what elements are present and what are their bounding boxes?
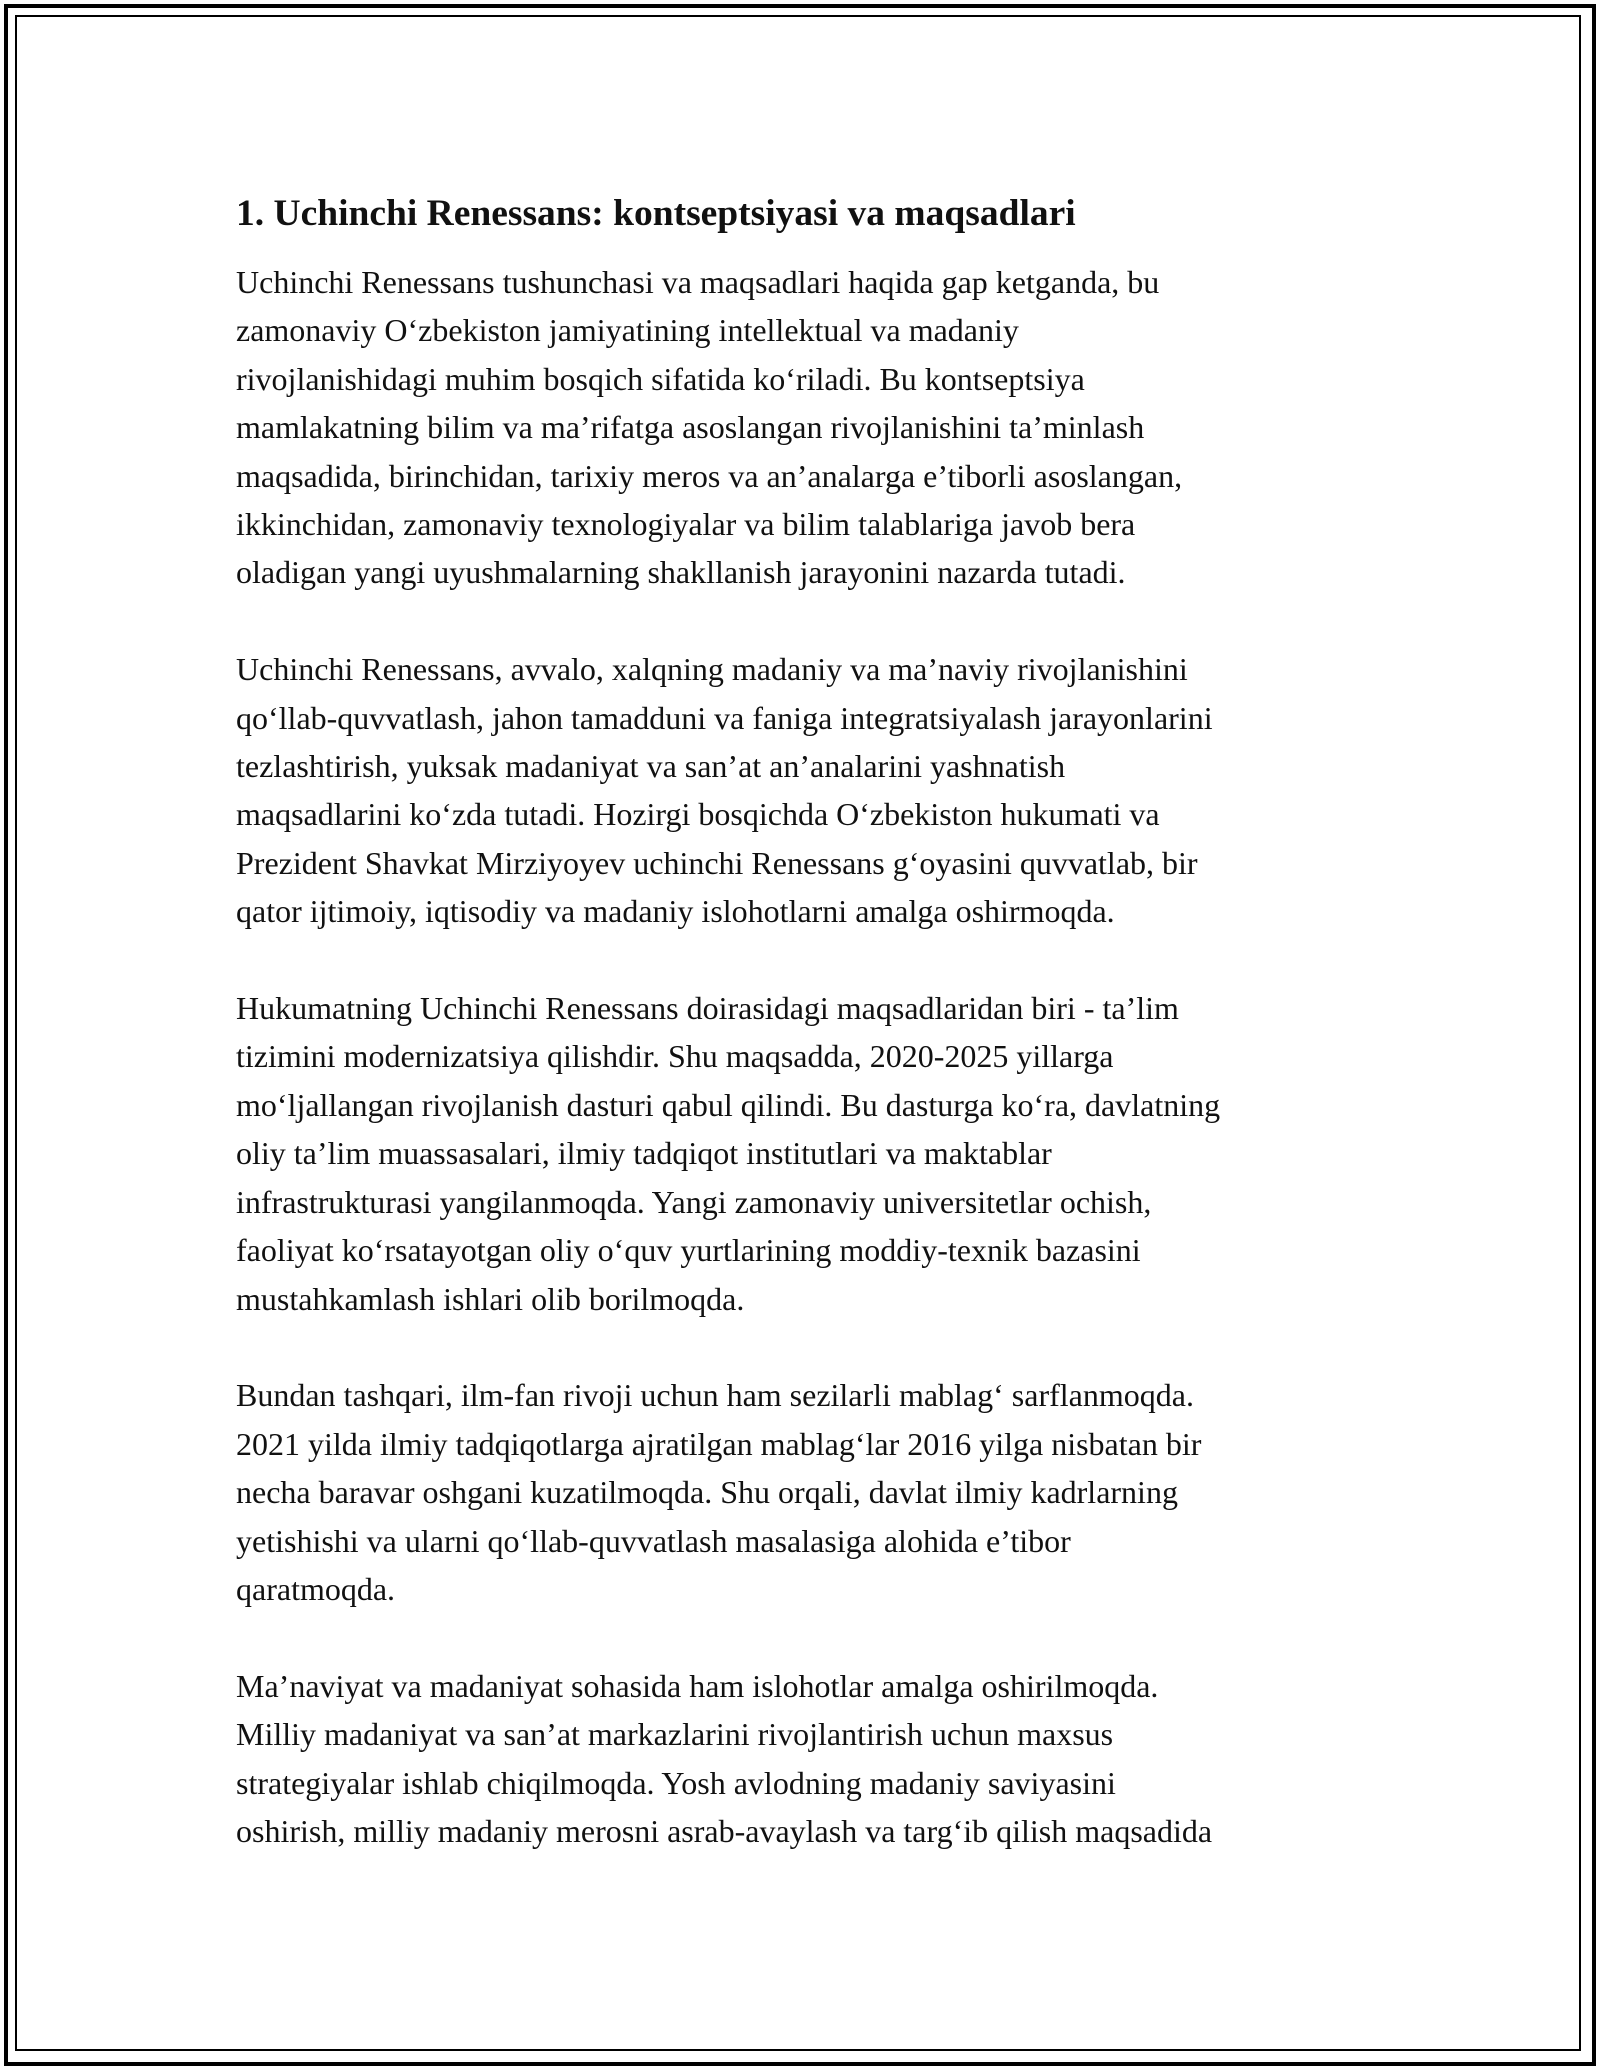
text-line: Bundan tashqari, ilm-fan rivoji uchun ham sezilarli mablag‘ sarflanmoqda. xyxy=(236,1377,1194,1414)
text-line: mo‘ljallangan rivojlanish dasturi qabul qilindi. Bu dasturga ko‘ra, davlatning xyxy=(236,1086,1221,1123)
text-line: qaratmoqda. xyxy=(236,1570,396,1607)
text-line: mamlakatning bilim va ma’rifatga asoslangan rivojlanishini ta’minlash xyxy=(236,409,1145,446)
text-line: 2021 yilda ilmiy tadqiqotlarga ajratilgan mablag‘lar 2016 yilga nisbatan bir xyxy=(236,1425,1202,1462)
text-line: faoliyat ko‘rsatayotgan oliy o‘quv yurtlarining moddiy-texnik bazasini xyxy=(236,1232,1141,1269)
text-line: qo‘llab-quvvatlash, jahon tamadduni va faniga integratsiyalash jarayonlarini xyxy=(236,699,1213,736)
text-line: zamonaviy O‘zbekiston jamiyatining intellektual va madaniy xyxy=(236,312,1019,349)
text-line: oshirish, milliy madaniy merosni asrab-avaylash va targ‘ib qilish maqsadida xyxy=(236,1812,1213,1849)
text-line: maqsadida, birinchidan, tarixiy meros va an’analarga e’tiborli asoslangan, xyxy=(236,457,1183,494)
text-line: maqsadlarini ko‘zda tutadi. Hozirgi bosqichda O‘zbekiston hukumati va xyxy=(236,796,1160,833)
text-line: Prezident Shavkat Mirziyoyev uchinchi Renessans g‘oyasini quvvatlab, bir xyxy=(236,844,1198,881)
paragraph-1 xyxy=(236,258,1386,597)
text-line: oliy ta’lim muassasalari, ilmiy tadqiqot institutlari va maktablar xyxy=(236,1135,1052,1172)
text-line: Uchinchi Renessans, avvalo, xalqning madaniy va ma’naviy rivojlanishini xyxy=(236,651,1188,688)
text-line: oladigan yangi uyushmalarning shakllanish jarayonini nazarda tutadi. xyxy=(236,554,1126,591)
section-heading: 1. Uchinchi Renessans: kontseptsiyasi va maqsadlari xyxy=(236,193,1076,234)
text-line: tizimini modernizatsiya qilishdir. Shu maqsadda, 2020-2025 yillarga xyxy=(236,1038,1114,1075)
text-line: strategiyalar ishlab chiqilmoqda. Yosh avlodning madaniy saviyasini xyxy=(236,1764,1116,1801)
text-line: Ma’naviyat va madaniyat sohasida ham islohotlar amalga oshirilmoqda. xyxy=(236,1667,1159,1704)
text-line: ikkinchidan, zamonaviy texnologiyalar va bilim talablariga javob bera xyxy=(236,506,1136,543)
paragraph-2 xyxy=(236,645,1386,935)
paragraph-5 xyxy=(236,1662,1386,1856)
text-line: Hukumatning Uchinchi Renessans doirasidagi maqsadlaridan biri - ta’lim xyxy=(236,990,1179,1027)
text-line: Uchinchi Renessans tushunchasi va maqsadlari haqida gap ketganda, bu xyxy=(236,264,1160,300)
text-line: rivojlanishidagi muhim bosqich sifatida ko‘riladi. Bu kontseptsiya xyxy=(236,360,1085,397)
text-line: necha baravar oshgani kuzatilmoqda. Shu orqali, davlat ilmiy kadrlarning xyxy=(236,1474,1178,1511)
document-body xyxy=(236,190,1386,1855)
text-line: infrastrukturasi yangilanmoqda. Yangi zamonaviy universitetlar ochish, xyxy=(236,1183,1152,1220)
text-line: qator ijtimoiy, iqtisodiy va madaniy islohotlarni amalga oshirmoqda. xyxy=(236,893,1115,930)
text-line: tezlashtirish, yuksak madaniyat va san’at an’analarini yashnatish xyxy=(236,748,1066,785)
text-line: Milliy madaniyat va san’at markazlarini rivojlantirish uchun maxsus xyxy=(236,1716,1114,1753)
text-line: mustahkamlash ishlari olib borilmoqda. xyxy=(236,1280,745,1317)
text-line: yetishishi va ularni qo‘llab-quvvatlash masalasiga alohida e’tibor xyxy=(236,1522,1071,1559)
paragraph-4 xyxy=(236,1371,1386,1613)
paragraph-3 xyxy=(236,984,1386,1323)
